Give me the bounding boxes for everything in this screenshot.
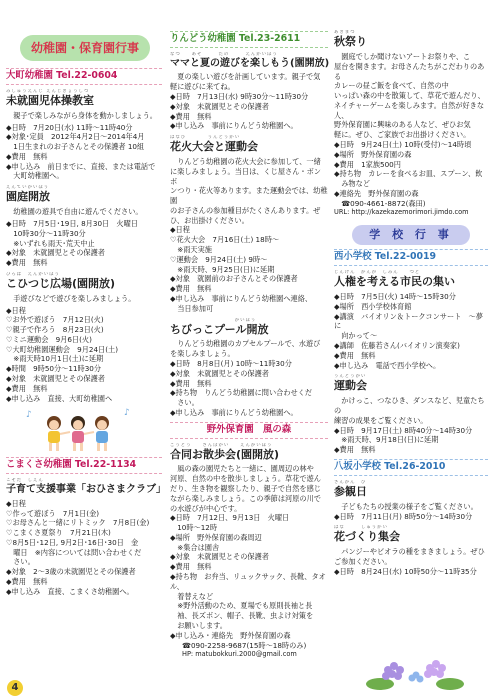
event-line: ◆場所 野外保育園の森 [334, 149, 412, 159]
event-line: ♡運動会 9月24日(土) 9時〜 [170, 254, 268, 264]
event-line: ◆申し込み 直接、大町幼稚園へ [6, 393, 113, 403]
event-line: ※雨天時、9月25日(日)に延期 [170, 264, 275, 274]
event-line: 大町幼稚園へ。 [6, 171, 64, 181]
event-line: ◆日時 7月5日(火) 14時〜15時30分 [334, 292, 456, 302]
event-line: ◆日時 8月24日(水) 10時50分〜11時35分 [334, 566, 477, 576]
event-line: 幼稚園の遊具で自由に遊んでください。 [6, 207, 143, 217]
event-line: ◆場所 西小学校体育館 [334, 301, 412, 311]
rindou-kindergarten-banner: りんどう幼稚園 Tel.23-2611 [170, 31, 328, 48]
event-line: ◆費用 無料 [334, 350, 376, 360]
event-line: み物など [334, 179, 370, 189]
event-line: ◆費用 無料 [170, 562, 212, 572]
event-line: 夏の楽しい遊びを計画しています。親子で気 [170, 72, 321, 82]
event-title: 秋祭り [334, 35, 367, 48]
event-title: こひつじ広場(園開放) [6, 276, 116, 290]
event-line: ◆日程 [170, 225, 190, 235]
nodate-kazenomori-banner: 野外保育園 風の森 [170, 422, 328, 439]
event-line: ◆申し込み 前日までに、直接、または電話で [6, 161, 156, 171]
event-line: ひ、お出掛けください。 [170, 215, 249, 225]
event-line: カレーの昼ご飯を食べて、自然の中 [334, 81, 449, 91]
event-ruby: あきまつ [334, 30, 356, 35]
event-line: 風の森の園児たちと一緒に、園周辺の林や [170, 464, 314, 474]
event-line: ♡8月5日･12日, 9月2日･16日･30日 金 [6, 537, 139, 547]
event-line: 河原、自然の中を散歩しましょう。草花で遊ん [170, 474, 321, 484]
event-flower-planting [334, 525, 488, 576]
event-line: ◆対象 未就園児とその保護者 [170, 552, 269, 562]
event-line: 軽に遊びに来てね。 [170, 82, 235, 92]
event-line: ※野外活動のため、夏場でも原則長袖と長 [170, 601, 313, 611]
event-line: ◆講演 バイオリン＆トークコンサート 〜夢に [334, 311, 483, 331]
event-line: ※いずれも雨天･荒天中止 [6, 238, 95, 248]
event-kohitsuji-plaza [6, 272, 162, 404]
event-line: 1日生まれのお子さんとその保護者 10組 [6, 142, 145, 152]
event-line: ◆持ち物 お弁当、リュックサック、長靴、タオル、 [170, 572, 326, 591]
event-line: 子どもたちの授業の様子をご覧ください。 [334, 501, 478, 511]
event-line: ♡花火大会 7月16日(土) 18時〜 [170, 235, 280, 245]
event-line: 軽に。ぜひ、ご家族でお出掛けください。 [334, 130, 471, 140]
event-line: 曜日 ※内容については問い合わせくだ [6, 547, 142, 557]
column-school-right [334, 30, 488, 581]
page-title: 幼稚園・保育園行事 [20, 35, 150, 61]
event-ruby: えんていかいほう [6, 185, 50, 191]
event-line: 当日参加可 [170, 303, 214, 313]
event-ruby: なつ あそ たの えんかいほう [170, 51, 278, 57]
event-line: ◆費用 1家族500円 [334, 159, 401, 169]
event-ruby: はなび うんどうかい [170, 135, 241, 141]
event-line: ※雨天実施 [170, 245, 212, 255]
event-line: ◆対象 未就園児とその保護者 [170, 101, 269, 111]
event-line: ながら楽しみましょう。この季節は河原の川で [170, 493, 321, 503]
event-line: ◆日時 7月11日(月) 8時50分〜14時30分 [334, 511, 473, 521]
event-kids-pool [170, 318, 328, 418]
event-line: ンつり・花火等あります。また運動会では、幼稚園 [170, 186, 328, 206]
event-ruby: じんけん かんが しみん つど [334, 270, 421, 276]
event-line: ※集合は園舎 [170, 542, 220, 552]
event-line: りんどう幼稚園の花火大会に参加して、一緒 [170, 157, 321, 167]
event-line: ◆対象 未就園児とその保護者 [6, 374, 105, 384]
event-line: ◆日時 9月24日(土) 10時(受付)〜14時頃 [334, 139, 472, 149]
event-line: ◆日時 7月13日(水) 9時30分〜11時30分 [170, 91, 309, 101]
event-line: ◆費用 無料 [6, 577, 48, 587]
column-kindergarten-left [6, 30, 166, 601]
column-kindergarten-middle [170, 27, 328, 663]
event-line: の水遊びが中心です。 [170, 503, 242, 513]
event-line: ◆対象 未就園児とその保護者 [170, 368, 269, 378]
event-line: のお子さんの参加種目がたくさんあります。ぜ [170, 205, 321, 215]
event-line: お願いします。 [170, 620, 227, 630]
svg-text:♪: ♪ [124, 408, 130, 419]
event-line: ☎090-4661-8872(森田) [334, 198, 426, 208]
event-line: に楽しみましょう。当日は、くじ屋さん・ボンボ [170, 166, 321, 186]
school-events-heading: 学 校 行 事 [352, 225, 470, 245]
event-line: ◆日時 7月20日(水) 11時〜11時40分 [6, 122, 133, 132]
event-line: ◆費用 無料 [170, 284, 212, 294]
event-line: ◆日時 9月17日(土) 8時40分〜14時30分 [334, 425, 473, 435]
event-ruby: みしゅうえんじ えんじきょうしつ [6, 88, 90, 94]
event-title: ちびっこプール開放 [170, 322, 269, 336]
event-title: 合同お散歩会(園開放) [170, 447, 280, 461]
event-yard-open [6, 185, 162, 268]
event-line: ◆申し込み・連絡先 野外保育園の森 [170, 630, 291, 640]
event-line: ◆費用 無料 [6, 151, 48, 161]
event-line: 着替えなど [170, 591, 214, 601]
event-ruby: ごうどう さんぽかい えんかいほう [170, 442, 273, 448]
event-line: 練習の成果をご覧ください。 [334, 415, 428, 425]
event-line: ♡お外で遊ぼう 7月12日(火) [6, 315, 104, 325]
website-url: URL: http://kazekazemorimori.jimdo.com [334, 208, 469, 217]
event-line: ◆日時 7月12日、9月13日 火曜日 [170, 513, 290, 523]
event-line: いっぱい森の中を散策して、草花で遊んだり、 [334, 91, 485, 101]
event-line: ※雨天時、9月18日(日)に延期 [334, 435, 439, 445]
event-line: を楽しみましょう。 [170, 349, 235, 359]
svg-text:♪: ♪ [26, 410, 32, 421]
komakusa-kindergarten-banner: こまくさ幼稚園 Tel.22-1134 [6, 457, 162, 474]
event-line: ご参加ください。 [334, 557, 392, 567]
event-line: ♡親子で作ろう 8月23日(火) [6, 325, 104, 335]
event-joint-walk [170, 443, 328, 660]
event-line: ネイチャーゲームを楽しみます。自然が好きな人、 [334, 100, 485, 120]
event-line: 10時30分〜11時30分 [6, 228, 86, 238]
event-title: 園庭開放 [6, 190, 50, 204]
ohmachi-kindergarten-banner: 大町幼稚園 Tel.22-0604 [6, 68, 162, 85]
nishi-elementary-banner: 西小学校 Tel.22-0019 [334, 249, 488, 266]
yasaka-elementary-banner: 八坂小学校 Tel.26-2010 [334, 459, 488, 476]
event-line: ♡大町幼稚園運動会 9月24日(土) [6, 344, 119, 354]
event-title: 人権を考える市民の集い [334, 275, 455, 289]
event-line: ♡お母さんと一緒にリトミック 7月8日(金) [6, 518, 150, 528]
contact-homepage: HP: matubokkuri.2000@gmail.com [182, 650, 297, 659]
event-line: 手遊びなどで遊びを楽しみましょう。 [6, 293, 136, 303]
event-line: 親子で楽しみながら身体を動かしましょう。 [6, 110, 157, 120]
event-line: パンジーやビオラの種をまきましょう。ぜひ [334, 547, 485, 557]
event-line: ◆申し込み 事前にりんどう幼稚園へ。 [170, 121, 298, 131]
event-line: ◆連絡先 野外保育園の森 [334, 188, 419, 198]
event-line: ◆費用 無料 [6, 383, 48, 393]
event-title: 運動会 [334, 379, 367, 393]
event-line: 屋台を開きます。お母さんたちがこだわりのある [334, 61, 485, 81]
event-line: 野外保育園に興味のある人など、ぜひお気 [334, 120, 471, 130]
event-ruby: はな しゅうかい [334, 525, 388, 531]
event-line: りんどう幼稚園のカプセルプールで、水遊び [170, 339, 321, 349]
event-line: ◆日程 [6, 498, 26, 508]
event-open-class-day [334, 480, 488, 522]
event-mama-summer-play [170, 52, 328, 131]
event-line: ♡こまくさ夏祭り 7月21日(木) [6, 528, 111, 538]
hydrangea-illustration [360, 648, 470, 694]
event-autumn-festival [334, 30, 488, 217]
event-line: 園庭でしか聞けないアートお祭りや、こ [334, 51, 471, 61]
event-line: ◆費用 無料 [170, 378, 212, 388]
event-line: ◆対象 就園前のお子さんとその保護者 [170, 274, 298, 284]
event-line: ◆申し込み 電話で西小学校へ。 [334, 360, 441, 370]
event-line: 10時〜12時 [170, 523, 218, 533]
event-line: ◆日程 [6, 305, 26, 315]
event-line: 袖、長ズボン、帽子、長靴、虫よけ対策を [170, 611, 314, 621]
event-line: さい。 [6, 557, 35, 567]
event-line: ◆持ち物 カレーを食べるお皿、スプーン、飲 [334, 169, 483, 179]
event-school-sports-day [334, 374, 488, 455]
event-fireworks-sports-day [170, 135, 328, 313]
event-line: 向かって〜 [334, 331, 378, 341]
event-line: ◆費用 無料 [6, 258, 48, 268]
event-line: ◆日時 7月5日･19日, 8月30日 火曜日 [6, 218, 138, 228]
event-line: ◆講師 佐藤若さん(バイオリン演奏家) [334, 341, 460, 351]
event-line: ◆申し込み 事前にりんどう幼稚園へ連絡、 [170, 293, 313, 303]
event-line: さい。 [170, 398, 199, 408]
event-line: ◆申し込み 事前にりんどう幼稚園へ。 [170, 407, 298, 417]
event-pre-enroll-exercise [6, 89, 162, 181]
event-ruby: ひろば えんかいほう [6, 271, 60, 277]
event-title: ママと夏の遊びを楽しもう(園開放) [170, 57, 330, 69]
event-line: ◆日時 8月8日(月) 10時〜11時30分 [170, 359, 292, 369]
event-line: ◆持ち物 りんどう幼稚園に問い合わせくだ [170, 388, 313, 398]
event-line: ※雨天時10月1日(土)に延期 [6, 354, 104, 364]
event-ruby: こそだ しえん [6, 478, 44, 484]
event-line: かけっこ、つなひき、ダンスなど、児童たちの [334, 396, 485, 416]
event-ruby: うんどうかい [334, 374, 367, 380]
event-ohisama-club [6, 478, 166, 596]
page-number: 4 [7, 680, 23, 696]
contact-phone: ☎090-2258-9687(15時〜18時のみ) [182, 640, 307, 650]
event-ruby: さんかん び [334, 479, 367, 485]
event-line: ◆場所 野外保育園の森周辺 [170, 532, 262, 542]
event-ruby: かいほう [170, 317, 257, 323]
event-title: 花火大会と運動会 [170, 140, 258, 154]
event-line: ◆費用 無料 [170, 111, 212, 121]
event-line: ◆申し込み 直接、こまくさ幼稚園へ。 [6, 586, 134, 596]
event-line: ◆費用 無料 [334, 445, 376, 455]
event-line: ◆時間 9時50分〜11時30分 [6, 364, 102, 374]
event-title: 参観日 [334, 484, 367, 498]
event-line: ◆対象･定員 2012年4月2日〜2014年4月 [6, 132, 145, 142]
event-line: ♡作って遊ぼう 7月1日(金) [6, 508, 100, 518]
event-human-rights-gathering [334, 270, 488, 370]
event-line: ◆対象 未就園児とその保護者 [6, 248, 105, 258]
event-line: ♡ミニ運動会 9月6日(火) [6, 334, 92, 344]
event-line: ◆対象 2〜3歳の未就園児とその保護者 [6, 567, 136, 577]
event-title: 未就園児体操教室 [6, 93, 94, 107]
event-title: 花づくり集会 [334, 530, 400, 544]
event-line: だり、生き物を観察したり、親子で自然を感じ [170, 484, 321, 494]
event-title: 子育て支援事業「おひさまクラブ」 [6, 484, 166, 496]
children-holding-hands-illustration [6, 407, 162, 453]
